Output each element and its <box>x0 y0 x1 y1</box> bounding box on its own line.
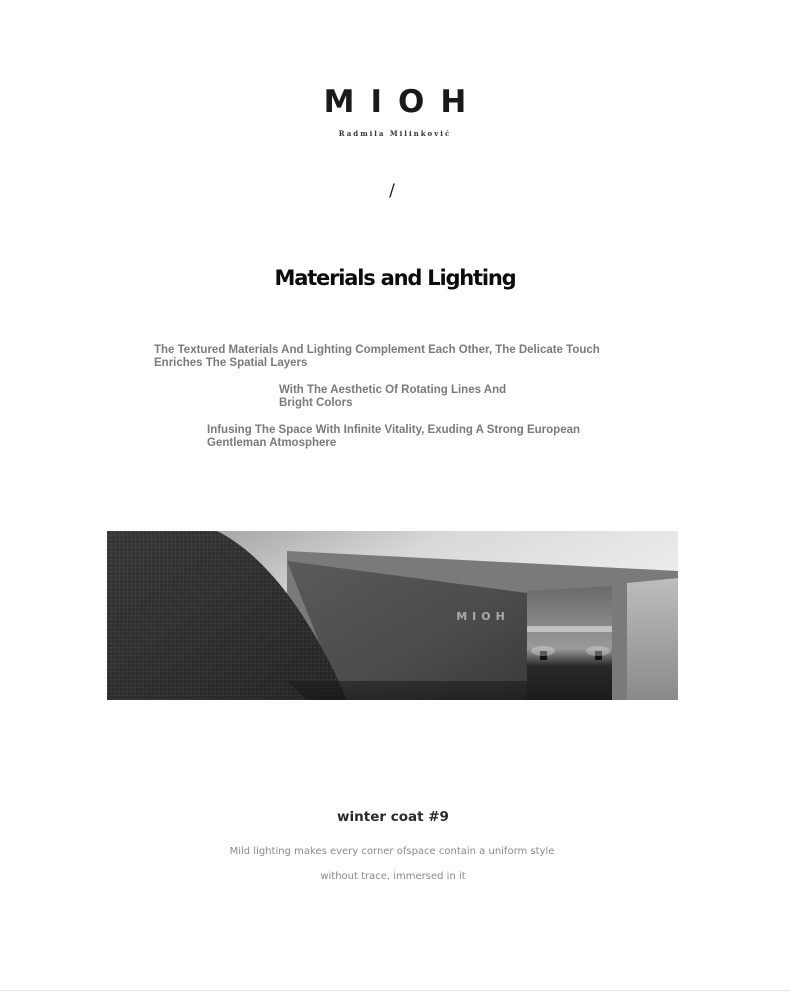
brand-designer-name: Radmila Milinković <box>338 129 452 138</box>
bottom-divider-line <box>0 990 790 991</box>
caption-line-2: without trace, immersed in it <box>320 871 466 882</box>
section-paragraph-2: With The Aesthetic Of Rotating Lines And Bright Colors <box>279 384 507 409</box>
interior-photo-graphic <box>107 531 678 700</box>
section-paragraph-1: The Textured Materials And Lighting Complement Each Other, The Delicate Touch Enriches The Spatial Layers <box>154 344 600 369</box>
brand-logo-wordmark: MIOH <box>323 84 483 120</box>
caption-line-1: Mild lighting makes every corner ofspace contain a uniform style <box>229 846 555 857</box>
section-paragraph-3: Infusing The Space With Infinite Vitality, Exuding A Strong European Gentleman Atmosphere <box>207 424 581 449</box>
photo-signage: MIOH <box>456 610 510 623</box>
section-heading: Materials and Lighting <box>274 266 516 290</box>
slash-divider: / <box>389 181 395 201</box>
caption-title: winter coat #9 <box>337 809 449 825</box>
interior-photo <box>107 531 678 700</box>
